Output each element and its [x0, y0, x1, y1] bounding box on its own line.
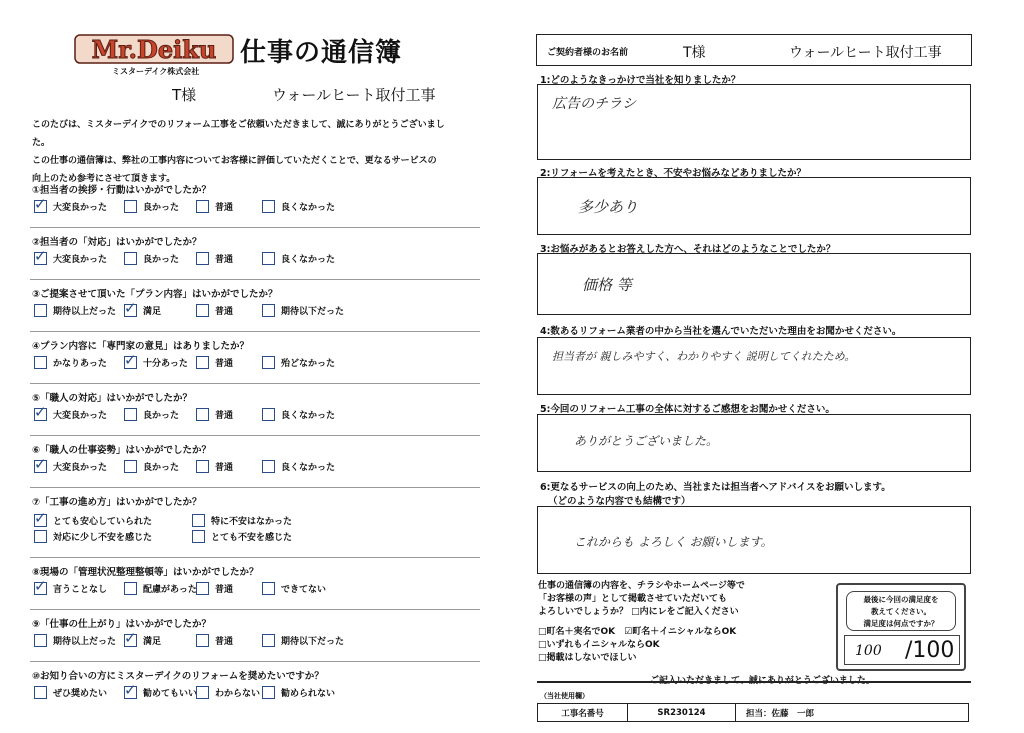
checkbox-icon[interactable] [34, 686, 47, 699]
checkbox-icon[interactable] [262, 634, 275, 647]
answer-option[interactable] [124, 582, 197, 595]
checkbox-icon[interactable] [262, 582, 275, 595]
option-label: 良くなかった [281, 411, 336, 421]
answer-option[interactable] [34, 304, 116, 317]
checked-checkbox-icon[interactable] [34, 460, 47, 473]
satisfaction-prompt [846, 591, 956, 631]
option-label: とても不安を感じた [211, 533, 293, 543]
option-label: 良かった [143, 255, 180, 265]
option-label: 満足 [143, 637, 162, 647]
answer-option[interactable] [196, 304, 233, 317]
checked-checkbox-icon[interactable] [34, 408, 47, 421]
checked-checkbox-icon[interactable] [124, 356, 137, 369]
answer-box-6 [537, 506, 971, 574]
question-divider [30, 331, 480, 332]
answer-option[interactable] [34, 514, 152, 527]
checkbox-icon[interactable] [196, 408, 209, 421]
answer-option[interactable] [124, 408, 179, 421]
answer-option[interactable] [124, 252, 179, 265]
answer-box-5 [537, 414, 971, 472]
answer-option[interactable] [124, 200, 179, 213]
checkbox-icon[interactable] [196, 582, 209, 595]
checked-checkbox-icon[interactable] [34, 252, 47, 265]
checkbox-icon[interactable] [196, 686, 209, 699]
answer-option[interactable] [34, 408, 107, 421]
answer-5: ありがとうございました。 [574, 434, 719, 448]
score-value: 100 [855, 643, 882, 659]
checkbox-icon[interactable] [124, 408, 137, 421]
option-label: 大変良かった [53, 463, 108, 473]
option-label: 良くなかった [281, 463, 336, 473]
answer-1: 広告のチラシ [552, 96, 636, 112]
publish-line: 「お客様の声」として掲載させていただいても [538, 594, 728, 604]
intro-line: 向上のため参考にさせて頂きます。 [32, 174, 176, 184]
work-name-right: ウォールヒート取付工事 [789, 45, 942, 61]
answer-option[interactable] [262, 634, 344, 647]
answer-option[interactable] [196, 686, 260, 699]
answer-2: 多少あり [578, 198, 639, 216]
checkbox-icon[interactable] [124, 200, 137, 213]
answer-6: これからも よろしく お願いします。 [574, 535, 773, 549]
question-divider [30, 487, 480, 488]
checkbox-icon[interactable] [262, 356, 275, 369]
checkbox-icon[interactable] [124, 460, 137, 473]
checkbox-icon[interactable] [262, 200, 275, 213]
option-label: 普通 [215, 463, 234, 473]
option-label: ぜひ奨めたい [53, 689, 108, 699]
open-question-2: 2:リフォームを考えたとき、不安やお悩みなどありましたか？ [540, 168, 807, 179]
option-label: 満足 [143, 307, 162, 317]
answer-option[interactable] [34, 634, 116, 647]
option-label: 大変良かった [53, 411, 108, 421]
checkbox-icon[interactable] [196, 356, 209, 369]
question-divider [30, 609, 480, 610]
option-label: わからない [215, 689, 261, 699]
satisfaction-line: 満足度は何点ですか？ [863, 619, 939, 628]
checkbox-icon[interactable] [124, 582, 137, 595]
checkbox-icon[interactable] [124, 252, 137, 265]
checked-checkbox-icon[interactable] [124, 686, 137, 699]
checkbox-icon[interactable] [262, 408, 275, 421]
answer-option[interactable] [192, 530, 292, 543]
customer-header [536, 34, 972, 66]
publish-option[interactable]: □町名＋実名でOK ☑町名＋イニシャルならOK [538, 627, 737, 637]
name-label: ご契約者様のお名前 [547, 48, 629, 58]
checked-checkbox-icon[interactable] [34, 200, 47, 213]
option-label: 普通 [215, 359, 234, 369]
answer-option[interactable] [124, 356, 188, 369]
work-name: ウォールヒート取付工事 [272, 86, 436, 104]
answer-option[interactable] [196, 252, 233, 265]
option-label: 期待以上だった [53, 637, 117, 647]
option-label: 普通 [215, 255, 234, 265]
option-label: 期待以下だった [281, 637, 345, 647]
option-label: 言うことなし [53, 585, 108, 595]
option-label: 配慮があった [143, 585, 197, 595]
answer-option[interactable] [192, 514, 292, 527]
open-question-6-note: （どのような内容でも結構です） [548, 496, 691, 507]
logo-text: Mr.Deiku [91, 35, 217, 64]
checkbox-icon[interactable] [34, 304, 47, 317]
answer-option[interactable] [124, 686, 197, 699]
publish-line: よろしいでしょうか？ □内にレをご記入ください [538, 607, 739, 617]
work-number-label: 工事名番号 [538, 704, 628, 721]
option-label: 殆どなかった [281, 359, 336, 369]
answer-option[interactable] [196, 408, 233, 421]
publish-consent-text [538, 580, 838, 619]
intro-text [32, 116, 452, 188]
customer-name-right: T様 [683, 45, 706, 61]
answer-option[interactable] [262, 460, 335, 473]
checked-checkbox-icon[interactable] [124, 634, 137, 647]
open-question-1: 1:どのようなきっかけで当社を知りましたか？ [540, 75, 741, 86]
option-label: 良かった [143, 411, 180, 421]
document-title: 仕事の通信簿 [240, 38, 403, 68]
question-divider [30, 661, 480, 662]
satisfaction-line: 最後に今回の満足度を [863, 595, 939, 604]
answer-box-3 [537, 253, 971, 315]
open-question-3: 3:お悩みがあるとお答えした方へ、それはどのようなことでしたか？ [540, 244, 836, 255]
answer-option[interactable] [262, 356, 335, 369]
option-label: 良くなかった [281, 255, 336, 265]
checked-checkbox-icon[interactable] [34, 514, 47, 527]
option-label: 特に不安はなかった [211, 517, 293, 527]
answer-option[interactable] [262, 686, 335, 699]
option-label: できてない [281, 585, 327, 595]
checkbox-icon[interactable] [34, 530, 47, 543]
option-label: 普通 [215, 637, 234, 647]
option-label: 勧めてもいい [143, 689, 198, 699]
question-title: ⑥「職人の仕事姿勢」はいかがでしたか？ [32, 445, 212, 456]
publish-option[interactable]: □いずれもイニシャルならOK [538, 640, 660, 650]
staff-name: 担当：佐藤 一郎 [746, 708, 815, 719]
answer-option[interactable] [34, 252, 107, 265]
customer-name: T様 [172, 86, 197, 104]
option-label: 良かった [143, 463, 180, 473]
question-divider [30, 383, 480, 384]
answer-option[interactable] [262, 252, 335, 265]
question-title: ⑦「工事の進め方」はいかがでしたか？ [32, 497, 202, 508]
answer-option[interactable] [196, 356, 233, 369]
satisfaction-line: 教えてください。 [871, 607, 931, 616]
publish-options [538, 626, 838, 665]
checkbox-icon[interactable] [196, 252, 209, 265]
question-title: ⑧現場の「管理状況整理整頓等」はいかがでしたか？ [32, 567, 259, 578]
option-label: 良くなかった [281, 203, 336, 213]
divider [537, 681, 971, 683]
answer-option[interactable] [262, 582, 326, 595]
company-logo [74, 32, 234, 66]
option-label: 対応に少し不安を感じた [53, 533, 153, 543]
checkbox-icon[interactable] [192, 530, 205, 543]
answer-option[interactable] [34, 582, 107, 595]
option-label: 普通 [215, 307, 234, 317]
checkbox-icon[interactable] [196, 200, 209, 213]
checkbox-icon[interactable] [196, 304, 209, 317]
office-table [537, 703, 969, 722]
checkbox-icon[interactable] [262, 304, 275, 317]
answer-box-1 [537, 84, 971, 160]
answer-option[interactable] [34, 686, 107, 699]
checkbox-icon[interactable] [262, 460, 275, 473]
answer-box-4 [537, 337, 971, 395]
checked-checkbox-icon[interactable] [124, 304, 137, 317]
office-use-label: （当社使用欄） [540, 692, 589, 700]
option-label: 普通 [215, 203, 234, 213]
score-field[interactable] [844, 635, 960, 665]
question-title: ②担当者の「対応」はいかがでしたか？ [32, 237, 202, 248]
checkbox-icon[interactable] [196, 460, 209, 473]
open-question-4: 4:数あるリフォーム業者の中から当社を選んでいただいた理由をお聞かせください。 [540, 326, 902, 337]
checked-checkbox-icon[interactable] [34, 582, 47, 595]
option-label: 勧められない [281, 689, 336, 699]
question-divider [30, 557, 480, 558]
answer-option[interactable] [196, 582, 233, 595]
question-title: ⑨「仕事の仕上がり」はいかがでしたか？ [32, 619, 212, 630]
checkbox-icon[interactable] [262, 252, 275, 265]
option-label: かなりあった [53, 359, 107, 369]
question-title: ①担当者の挨拶・行動はいかがでしたか？ [32, 185, 212, 196]
open-question-5: 5:今回のリフォーム工事の全体に対するご感想をお聞かせください。 [540, 404, 835, 415]
publish-option[interactable]: □掲載はしないでほしい [538, 653, 637, 663]
company-name: ミスターデイク株式会社 [112, 67, 200, 76]
answer-option[interactable] [34, 356, 107, 369]
answer-option[interactable] [262, 408, 335, 421]
option-label: 十分あった [143, 359, 188, 369]
intro-line: この仕事の通信簿は、弊社の工事内容についてお客様に評価していただくことで、更なるサービスの [32, 156, 437, 166]
answer-option[interactable] [34, 460, 107, 473]
work-number-value: SR230124 [628, 704, 736, 721]
satisfaction-box [836, 583, 966, 671]
answer-option[interactable] [34, 200, 107, 213]
answer-option[interactable] [262, 200, 335, 213]
question-divider [30, 435, 480, 436]
publish-line: 仕事の通信簿の内容を、チラシやホームページ等で [538, 581, 745, 591]
answer-option[interactable] [196, 200, 233, 213]
option-label: 普通 [215, 585, 234, 595]
thanks-text: ご記入いただきまして、誠にありがとうございました。 [650, 676, 875, 686]
option-label: 普通 [215, 411, 234, 421]
checkbox-icon[interactable] [34, 634, 47, 647]
answer-option[interactable] [124, 460, 179, 473]
checkbox-icon[interactable] [192, 514, 205, 527]
question-title: ⑩お知り合いの方にミスターデイクのリフォームを奨めたいですか？ [32, 671, 324, 682]
checkbox-icon[interactable] [262, 686, 275, 699]
checkbox-icon[interactable] [34, 356, 47, 369]
answer-option[interactable] [196, 460, 233, 473]
answer-box-2 [537, 177, 971, 235]
checkbox-icon[interactable] [196, 634, 209, 647]
option-label: とても安心していられた [53, 517, 153, 527]
option-label: 良かった [143, 203, 180, 213]
open-question-6: 6:更なるサービスの向上のため、当社または担当者へアドバイスをお願いします。 [540, 482, 891, 493]
answer-4: 担当者が 親しみやすく、わかりやすく 説明してくれたため。 [552, 350, 856, 363]
option-label: 大変良かった [53, 203, 108, 213]
score-total: /100 [905, 638, 955, 663]
intro-line: このたびは、ミスターデイクでのリフォーム工事をご依頼いただきまして、誠にありがとうございました。 [32, 120, 445, 148]
question-title: ⑤「職人の対応」はいかがでしたか？ [32, 393, 193, 404]
answer-option[interactable] [124, 634, 161, 647]
answer-option[interactable] [262, 304, 344, 317]
answer-3: 価格 等 [582, 276, 632, 294]
question-divider [30, 279, 480, 280]
answer-option[interactable] [34, 530, 152, 543]
question-divider [30, 227, 480, 228]
option-label: 期待以下だった [281, 307, 345, 317]
answer-option[interactable] [196, 634, 233, 647]
question-title: ③ご提案させて頂いた「プラン内容」はいかがでしたか？ [32, 289, 278, 300]
option-label: 期待以上だった [53, 307, 117, 317]
question-title: ④プラン内容に「専門家の意見」はありましたか？ [32, 341, 250, 352]
answer-option[interactable] [124, 304, 161, 317]
option-label: 大変良かった [53, 255, 108, 265]
